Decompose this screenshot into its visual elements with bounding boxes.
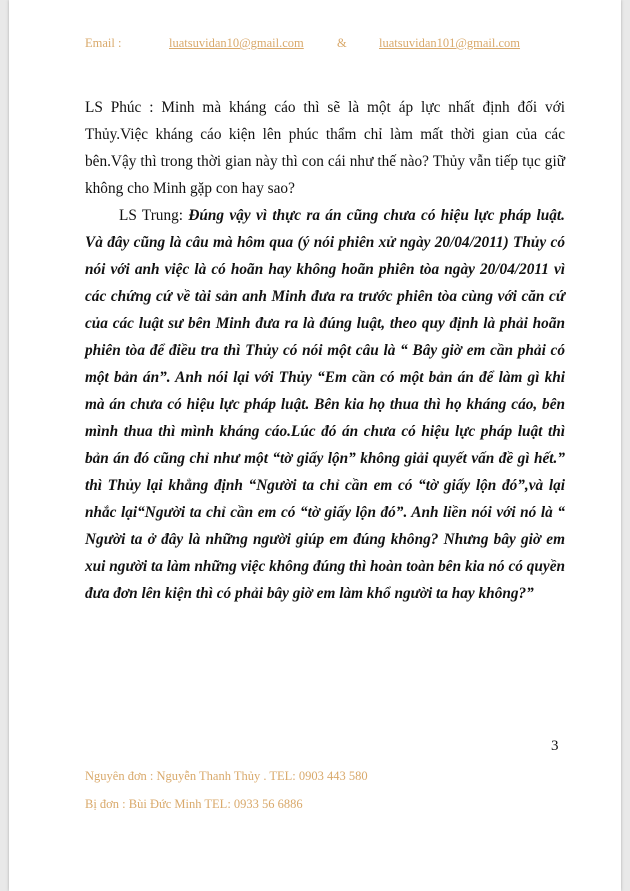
email-link-1[interactable]: luatsuvidan10@gmail.com — [169, 36, 304, 50]
footer-plaintiff: Nguyên đơn : Nguyễn Thanh Thủy . TEL: 0903 443 580 — [85, 769, 368, 783]
footer-defendant: Bị đơn : Bùi Đức Minh TEL: 0933 56 6886 — [85, 797, 303, 811]
email-link-2[interactable]: luatsuvidan101@gmail.com — [379, 36, 521, 50]
speaker-ls-phuc: LS Phúc : — [85, 99, 154, 116]
paragraph-ls-trung — [85, 202, 565, 607]
document-page — [9, 0, 621, 891]
ampersand: & — [337, 36, 347, 50]
paragraph-ls-trung-text: Đúng vậy vì thực ra án cũng chưa có hiệu lực pháp luật. Và đây cũng là câu mà hôm qua (ý nói phiên xử ngày 20/04/2011) Thủy có nói với anh việc là có hoãn hay không hoãn phiên tòa ngày 20/04/2011 vì các chứng cứ về tài sản anh Minh đưa ra trước phiên tòa cùng với căn cứ của các luật sư bên Minh đưa ra là đúng luật, theo quy định là phải hoãn phiên tòa để điều tra thì Thủy có nói một câu là “ Bây giờ em cần phải có một bản án”. Anh nói lại với Thủy “Em cần có một bản án để làm gì khi mà án chưa có hiệu lực pháp luật. Bên kia họ thua thì họ kháng cáo, bên mình thua thì mình kháng cáo.Lúc đó án chưa có hiệu lực pháp luật thì bản án đó cũng chỉ như một “tờ giấy lộn” không giải quyết vấn đề gì hết.” thì Thủy lại khẳng định “Người ta chỉ cần em có “tờ giấy lộn đó”,và lại nhắc lại“Người ta chỉ cần em có “tờ giấy lộn đó”. Anh liền nói với nó là “ Người ta ở đây là những người giúp em đúng không? Nhưng bây giờ em xui người ta làm những việc không đúng thì hoàn toàn bên kia nó có quyền đưa đơn lên kiện thì có phải bây giờ em làm khổ người ta hay không?” — [85, 207, 565, 602]
email-label: Email : — [85, 36, 122, 50]
page-number: 3 — [551, 738, 559, 754]
paragraph-ls-phuc — [85, 94, 565, 202]
speaker-ls-trung: LS Trung: — [119, 207, 189, 224]
paragraph-ls-phuc-text: Minh mà kháng cáo thì sẽ là một áp lực nhất định đối với Thủy.Việc kháng cáo kiện lên phúc thẩm chỉ làm mất thời gian của các bên.Vậy thì trong thời gian này thì con cái như thế nào? Thủy vẫn tiếp tục giữ không cho Minh gặp con hay sao? — [85, 99, 565, 197]
document-body — [85, 94, 565, 607]
